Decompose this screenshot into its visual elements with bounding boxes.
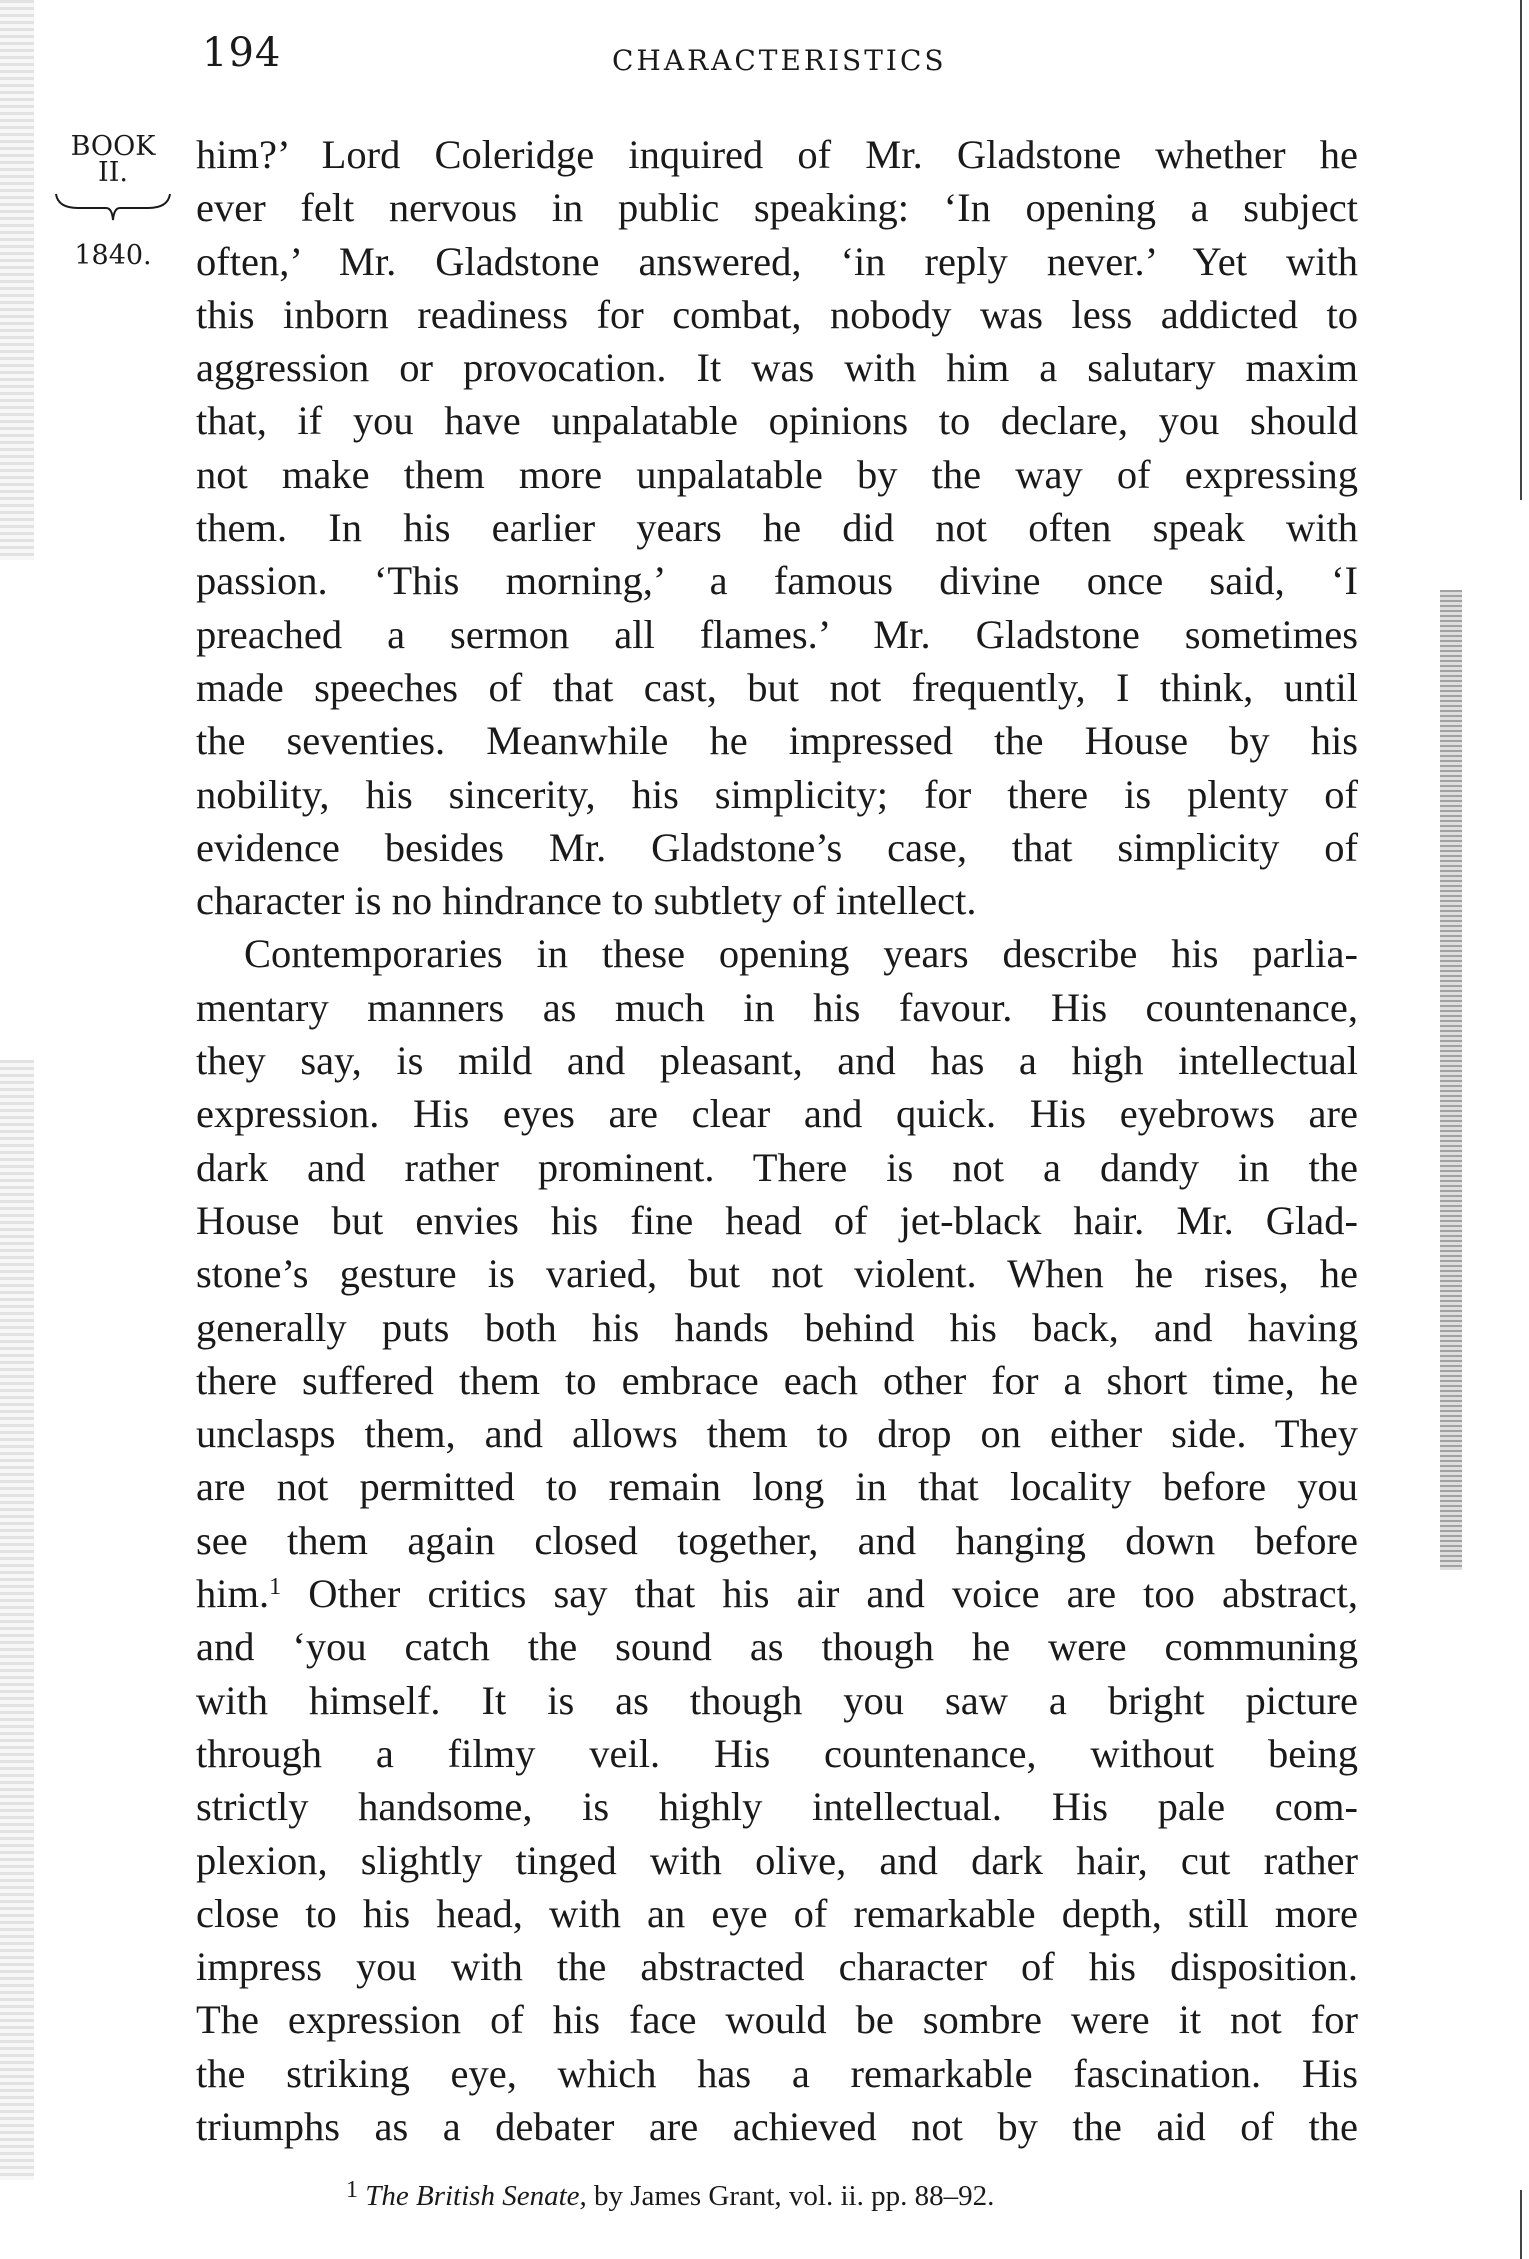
text-line: character is no hindrance to subtlety of intellect. — [196, 878, 977, 924]
text-line: not make them more unpalatable by the way of expressing — [196, 451, 1358, 497]
left-page-edge — [0, 0, 34, 560]
text-line: dark and rather prominent. There is not a dandy in the — [196, 1144, 1358, 1190]
text-line: triumphs as a debater are achieved not by the aid of the — [196, 2103, 1358, 2149]
text-line: unclasps them, and allows them to drop on either side. They — [196, 1411, 1358, 1457]
text-line: the seventies. Meanwhile he impressed the House by his — [196, 718, 1358, 764]
text-line: plexion, slightly tinged with olive, and dark hair, cut rather — [196, 1837, 1358, 1883]
running-head: CHARACTERISTICS — [612, 44, 947, 77]
text-line: that, if you have unpalatable opinions to declare, you should — [196, 398, 1358, 444]
text-line: made speeches of that cast, but not frequently, I think, until — [196, 664, 1358, 710]
text-line: with himself. It is as though you saw a bright picture — [196, 1677, 1358, 1723]
text-line: see them again closed together, and hanging down before — [196, 1517, 1358, 1563]
footnote — [346, 2178, 1246, 2214]
text-line: stone’s gesture is varied, but not violent. When he rises, he — [196, 1251, 1358, 1297]
margin-note — [48, 130, 178, 273]
right-page-edge — [1440, 590, 1462, 1570]
text-line: this inborn readiness for combat, nobody was less addicted to — [196, 291, 1358, 337]
brace-icon — [48, 190, 178, 224]
text-line: evidence besides Mr. Gladstone’s case, that simplicity of — [196, 824, 1358, 870]
text-line-with-footnote — [196, 1567, 1358, 1620]
text-line: they say, is mild and pleasant, and has a high intellectual — [196, 1038, 1358, 1084]
margin-year-label: 1840. — [74, 240, 152, 271]
text-line: strictly handsome, is highly intellectual. His pale com- — [196, 1784, 1358, 1830]
footnote-citation: by James Grant, vol. ii. pp. 88–92. — [594, 2180, 995, 2212]
left-page-edge-lower — [0, 1060, 34, 2180]
text-line: impress you with the abstracted character of his disposition. — [196, 1944, 1358, 1990]
footnote-title: The British Senate, — [365, 2180, 587, 2212]
text-line: the striking eye, which has a remarkable fascination. His — [196, 2050, 1358, 2096]
text-line: The expression of his face would be sombre were it not for — [196, 1997, 1358, 2043]
right-edge-line — [1520, 0, 1522, 500]
right-edge-line-lower — [1520, 2190, 1522, 2259]
text-line: through a filmy veil. His countenance, without being — [196, 1730, 1358, 1776]
text-fragment: Other critics say that his air and voice are too abstract, — [308, 1571, 1359, 1617]
text-line: generally puts both his hands behind his back, and having — [196, 1304, 1358, 1350]
text-line: Contemporaries in these opening years describe his parlia- — [244, 931, 1358, 977]
text-line: nobility, his sincerity, his simplicity; for there is plenty of — [196, 771, 1358, 817]
text-line: preached a sermon all flames.’ Mr. Gladstone sometimes — [196, 611, 1358, 657]
text-line: him?’ Lord Coleridge inquired of Mr. Gladstone whether he — [196, 132, 1358, 177]
margin-book-label: BOOK — [70, 131, 156, 162]
text-line: are not permitted to remain long in that locality before you — [196, 1464, 1358, 1510]
footnote-number: 1 — [346, 2177, 358, 2203]
text-line: House but envies his fine head of jet-black hair. Mr. Glad- — [196, 1197, 1358, 1243]
text-line: aggression or provocation. It was with him a salutary maxim — [196, 345, 1358, 391]
text-line: ever felt nervous in public speaking: ‘In opening a subject — [196, 185, 1358, 231]
text-line: them. In his earlier years he did not often speak with — [196, 505, 1358, 551]
text-line: expression. His eyes are clear and quick. His eyebrows are — [196, 1091, 1358, 1137]
text-line: often,’ Mr. Gladstone answered, ‘in reply never.’ Yet with — [196, 238, 1358, 284]
footnote-marker: 1 — [269, 1574, 282, 1601]
margin-volume-label: II. — [98, 157, 128, 188]
text-line: close to his head, with an eye of remarkable depth, still more — [196, 1890, 1358, 1936]
body-text — [196, 128, 1358, 2153]
text-line: mentary manners as much in his favour. His countenance, — [196, 984, 1358, 1030]
text-fragment: him. — [196, 1571, 270, 1617]
text-line: there suffered them to embrace each other for a short time, he — [196, 1357, 1358, 1403]
text-line: and ‘you catch the sound as though he were communing — [196, 1624, 1358, 1670]
page-number: 194 — [202, 30, 282, 76]
text-line: passion. ‘This morning,’ a famous divine once said, ‘I — [196, 558, 1358, 604]
